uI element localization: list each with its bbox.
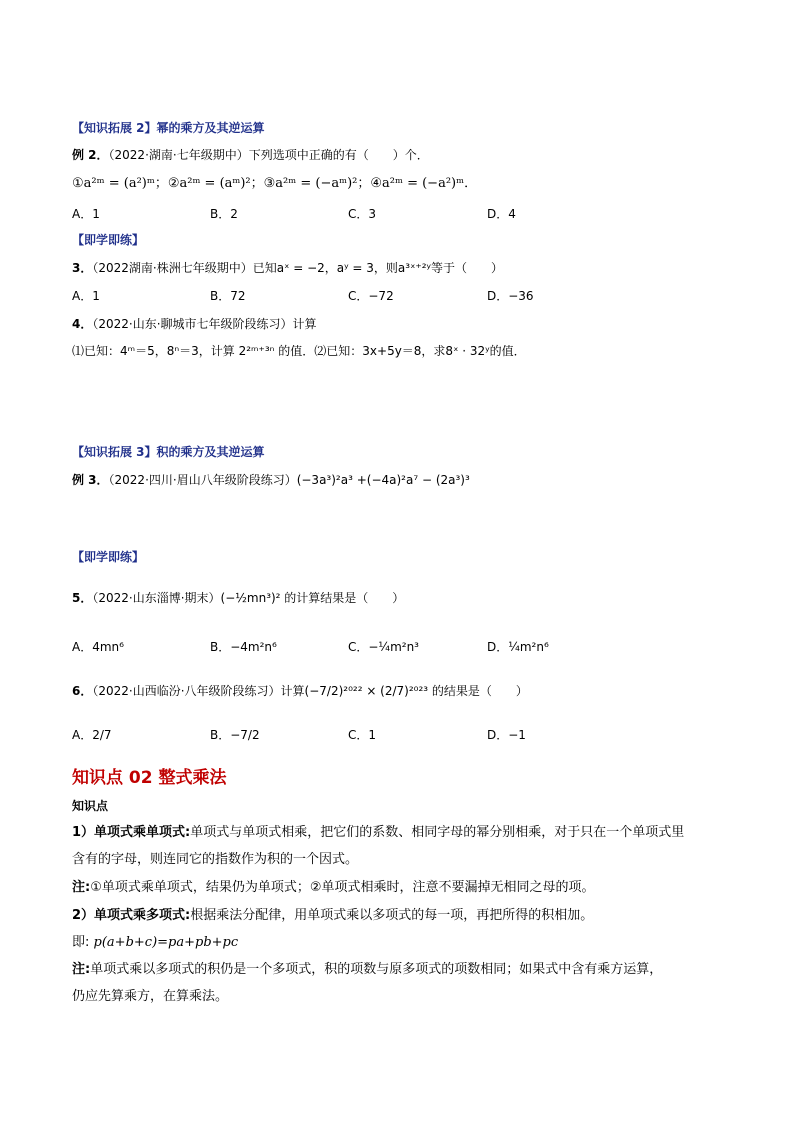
rule-title: 2）单项式乘多项式: [72, 908, 191, 923]
question-3 [72, 259, 503, 277]
q3-choice-a: A．1 [72, 289, 100, 303]
example-text: （2022·湖南·七年级期中）下列选项中正确的有（ ）个． [108, 148, 429, 162]
example-label: 例 3． [72, 473, 109, 487]
question-label: 4． [72, 317, 93, 331]
rule-monomial-times-monomial [72, 824, 684, 842]
question-4-parts: ⑴已知：4ᵐ＝5，8ⁿ＝3，计算 2²ᵐ⁺³ⁿ 的值．⑵已知：3x+5y＝8，求8ˣ · 32ʸ的值． [72, 344, 526, 358]
example-3 [72, 471, 470, 489]
q3-choice-b: B．72 [210, 289, 246, 303]
q6-choice-c: C．1 [348, 728, 377, 742]
rule-continuation: 含有的字母，则连同它的指数作为积的一个因式。 [72, 852, 359, 867]
q3-choice-c: C．−72 [348, 289, 394, 303]
q3-choice-d: D．−36 [487, 289, 534, 303]
question-5 [72, 589, 404, 607]
note-text: 单项式乘以多项式的积仍是一个多项式，积的项数与原多项式的项数相同；如果式中含有乘方运算， [90, 962, 663, 977]
example-2-statements: ①a²ᵐ = (a²)ᵐ；②a²ᵐ = (aᵐ)²；③a²ᵐ = (−aᵐ)²；④a²ᵐ = (−a²)ᵐ． [72, 176, 478, 191]
knowledge-point-title: 知识点 02 整式乘法 [72, 768, 227, 788]
formula-line [72, 934, 238, 952]
practice-heading: 【即学即练】 [72, 233, 145, 247]
question-text: （2022·山西临汾·八年级阶段练习）计算(−7/2)²⁰²² × (2/7)²⁰²³ 的结果是（ ） [92, 684, 528, 698]
example-text: （2022·四川·眉山八年级阶段练习）(−3a³)²a³ +(−4a)²a⁷ − (2a³)³ [108, 473, 470, 487]
q5-choice-d: D．¼m²n⁶ [487, 640, 549, 654]
formula-label: 即: [72, 935, 90, 950]
example-label: 例 2． [72, 148, 109, 162]
q5-choice-a: A．4mn⁶ [72, 640, 124, 654]
rule-text: 根据乘法分配律，用单项式乘以多项式的每一项，再把所得的积相加。 [190, 908, 594, 923]
question-text: （2022·山东淄博·期末）(−½mn³)² 的计算结果是（ ） [92, 591, 405, 605]
question-label: 5． [72, 591, 93, 605]
note-2 [72, 961, 662, 979]
choice-d: D．4 [487, 207, 516, 221]
question-text: （2022湖南·株洲七年级期中）已知aˣ = −2，aʸ = 3，则a³ˣ⁺²ʸ等于（ ） [92, 261, 504, 275]
rule-monomial-times-polynomial [72, 907, 593, 925]
note-2-continuation: 仍应先算乘方，在算乘法。 [72, 989, 229, 1004]
note-1 [72, 879, 595, 897]
choice-c: C．3 [348, 207, 377, 221]
question-6 [72, 682, 528, 700]
choice-b: B．2 [210, 207, 238, 221]
q6-choice-a: A．2/7 [72, 728, 112, 742]
practice-heading: 【即学即练】 [72, 550, 145, 564]
section-heading-power-of-power: 【知识拓展 2】幂的乘方及其逆运算 [72, 121, 265, 135]
choice-a: A．1 [72, 207, 100, 221]
note-text: ①单项式乘单项式，结果仍为单项式；②单项式相乘时，注意不要漏掉无相同之母的项。 [90, 880, 595, 895]
q5-choice-c: C．−¼m²n³ [348, 640, 419, 654]
q6-choice-d: D．−1 [487, 728, 526, 742]
section-heading-power-of-product: 【知识拓展 3】积的乘方及其逆运算 [72, 445, 265, 459]
question-label: 6． [72, 684, 93, 698]
knowledge-point-label: 知识点 [72, 799, 109, 813]
question-text: （2022·山东·聊城市七年级阶段练习）计算 [92, 317, 317, 331]
note-label: 注: [72, 962, 91, 977]
question-4 [72, 315, 317, 333]
rule-text: 单项式与单项式相乘，把它们的系数、相同字母的幂分别相乘，对于只在一个单项式里 [190, 825, 685, 840]
example-2 [72, 146, 429, 164]
rule-title: 1）单项式乘单项式: [72, 825, 191, 840]
q6-choice-b: B．−7/2 [210, 728, 260, 742]
formula: p(a+b+c)=pa+pb+pc [93, 935, 239, 950]
note-label: 注: [72, 880, 91, 895]
question-label: 3． [72, 261, 93, 275]
q5-choice-b: B．−4m²n⁶ [210, 640, 277, 654]
